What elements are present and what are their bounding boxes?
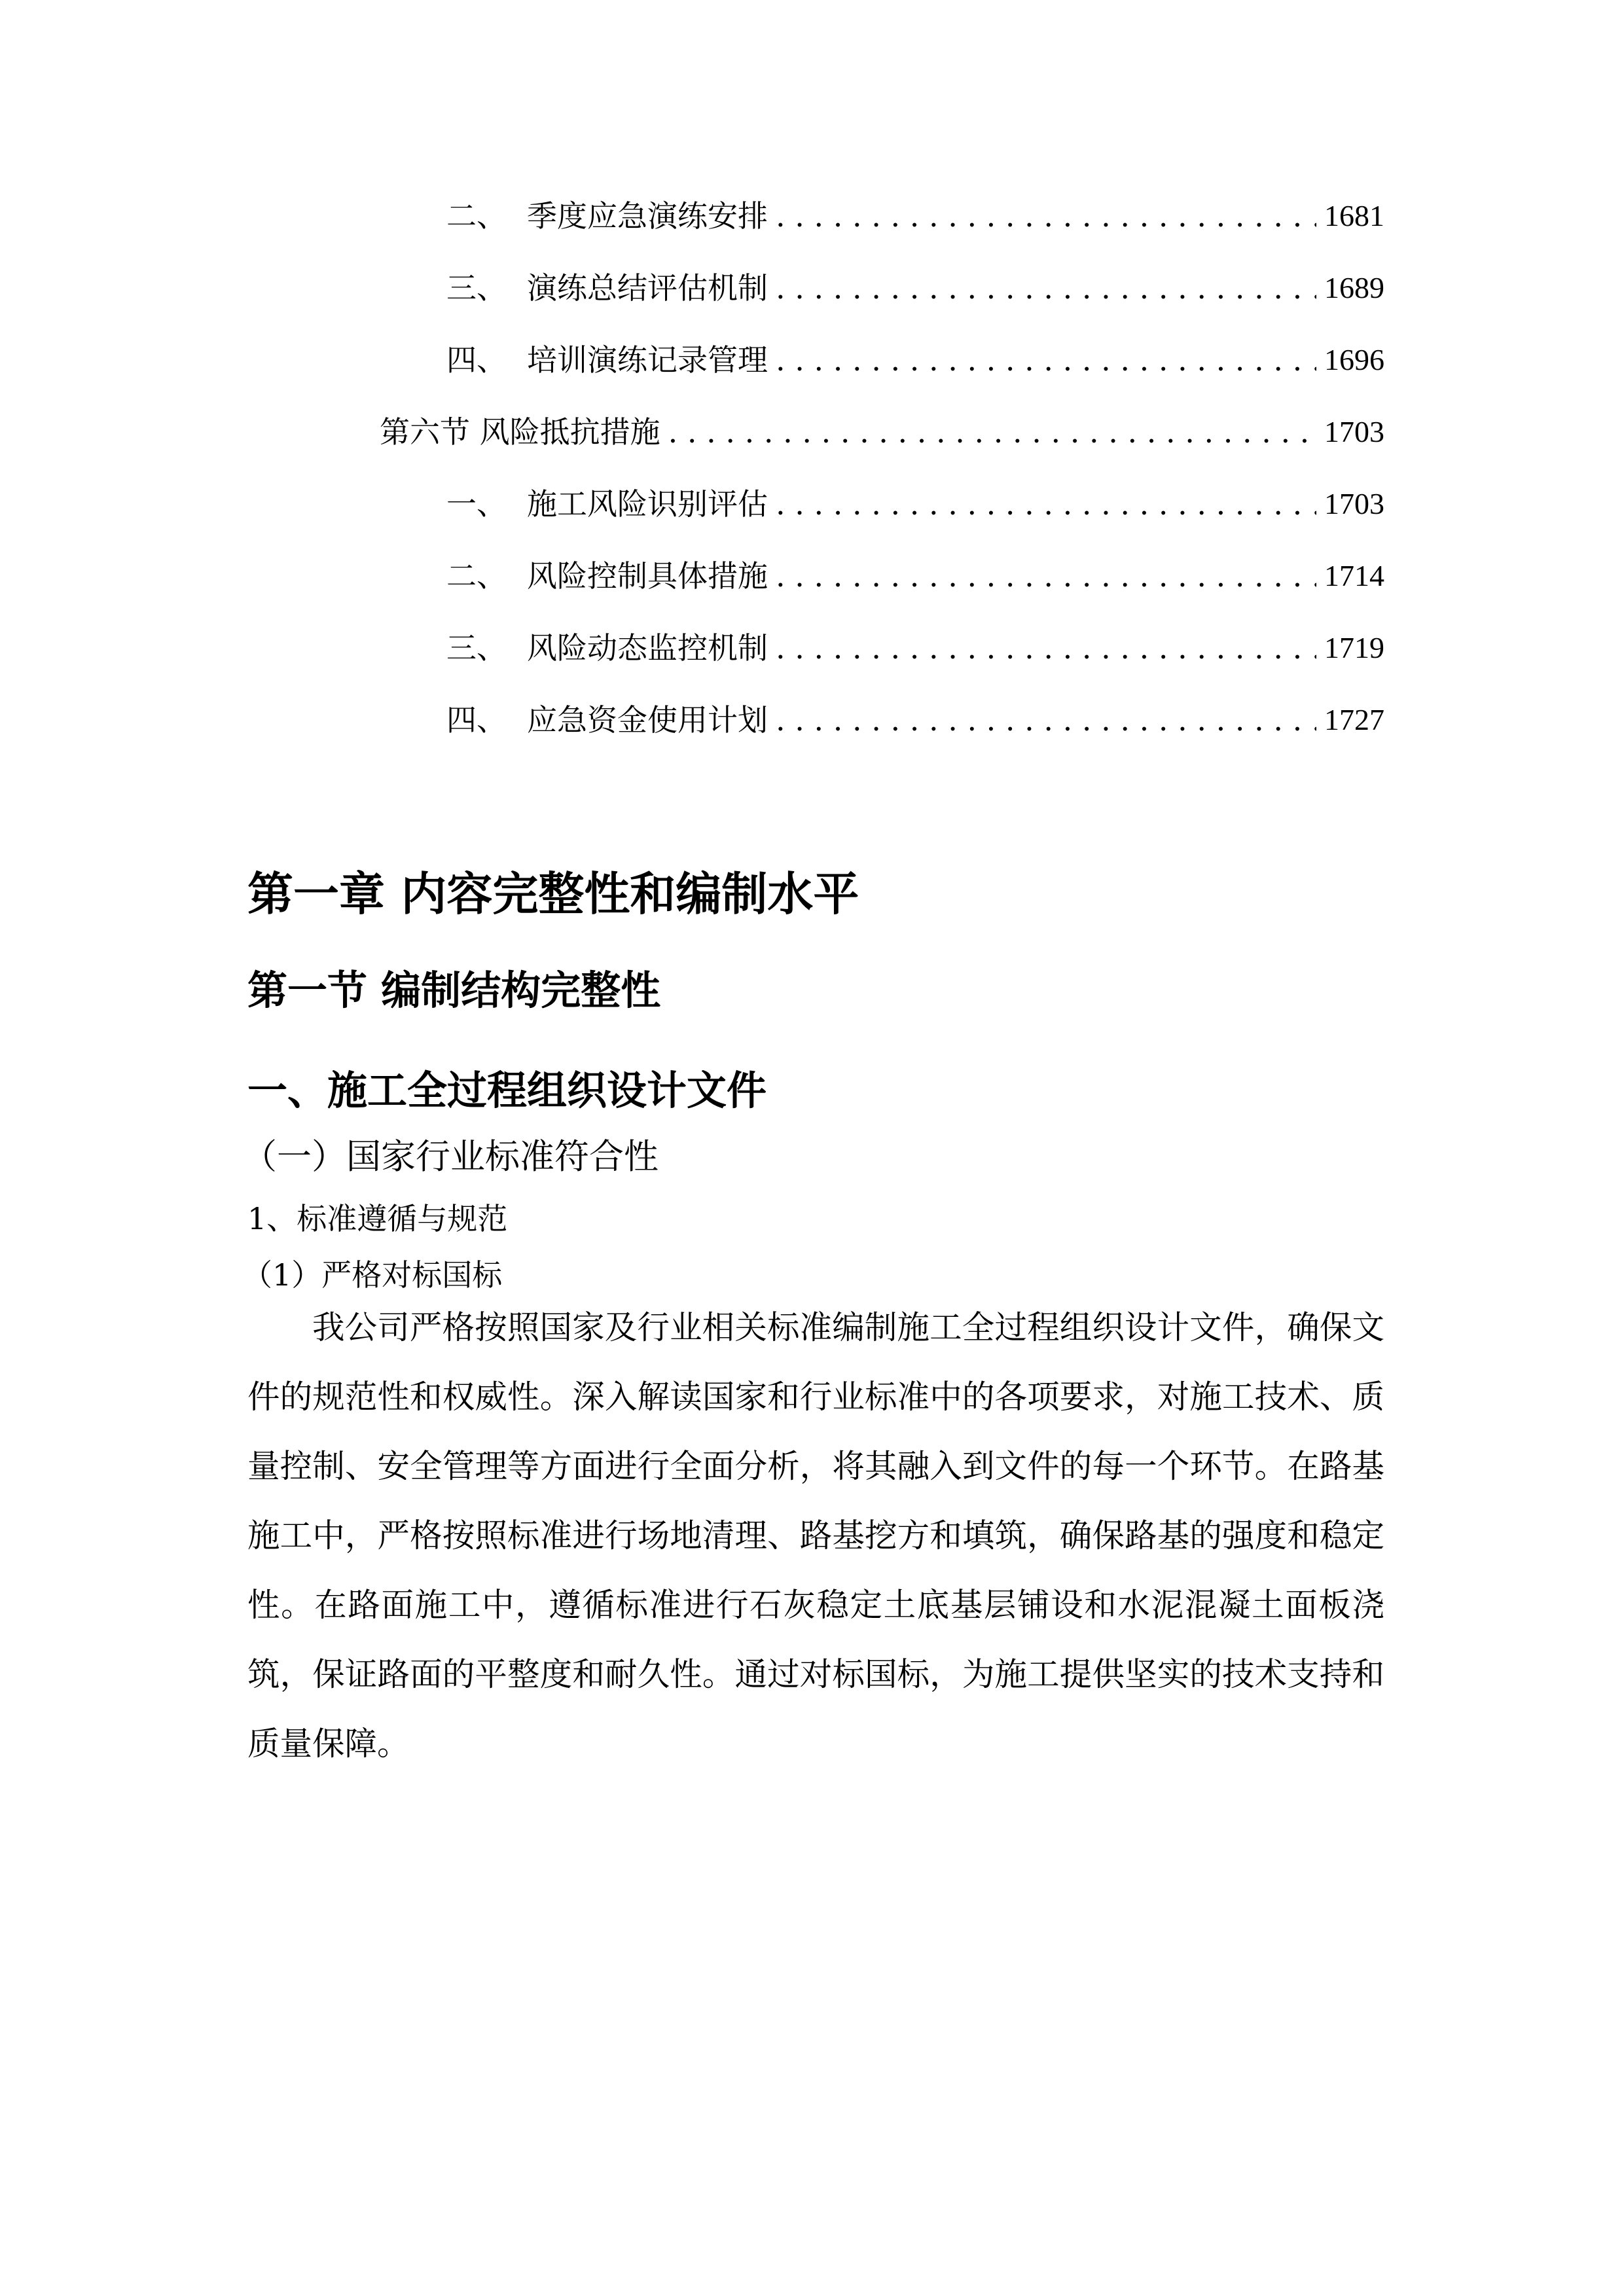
toc-entry-page: 1689 (1324, 271, 1384, 304)
toc-entry[interactable] (446, 484, 1384, 524)
toc-entry-title: 风险动态监控机制 (527, 630, 768, 666)
dot-leader (776, 556, 1316, 596)
toc-entry[interactable] (380, 412, 1384, 452)
toc-entry-page: 1703 (1324, 487, 1384, 520)
dot-leader (776, 700, 1316, 740)
toc-entry[interactable] (446, 340, 1384, 380)
toc-entry[interactable] (446, 556, 1384, 596)
body-paragraph: 我公司严格按照国家及行业相关标准编制施工全过程组织设计文件，确保文件的规范性和权威性。深入解读国家和行业标准中的各项要求，对施工技术、质量控制、安全管理等方面进行全面分析，将其融入到文件的每一个环节。在路基施工中，严格按照标准进行场地清理、路基挖方和填筑，确保路基的强度和稳定性。在路面施工中，遵循标准进行石灰稳定土底基层铺设和水泥混凝土面板浇筑，保证路面的平整度和耐久性。通过对标国标，为施工提供坚实的技术支持和质量保障。 (247, 1308, 1384, 1763)
toc-entry-number: 三、 (446, 630, 507, 666)
toc-entry-title: 演练总结评估机制 (527, 270, 768, 306)
toc-entry-page: 1703 (1324, 415, 1384, 448)
section-heading: 第一节 编制结构完整性 (247, 967, 661, 1014)
subitem-heading: 1、标准遵循与规范 (247, 1201, 508, 1236)
dot-leader (776, 340, 1316, 380)
toc-entry-page: 1719 (1324, 631, 1384, 664)
toc-entry-page: 1681 (1324, 199, 1384, 232)
toc-entry-page: 1696 (1324, 343, 1384, 376)
toc-entry-number: 一、 (446, 486, 507, 522)
item-heading: （一）国家行业标准符合性 (242, 1137, 659, 1177)
toc-entry-number: 三、 (446, 270, 507, 306)
toc-entry-title: 风险控制具体措施 (527, 558, 768, 594)
toc-entry-number: 二、 (446, 558, 507, 594)
toc-entry-title: 应急资金使用计划 (527, 702, 768, 738)
dot-leader (776, 628, 1316, 668)
toc-entry-title: 季度应急演练安排 (527, 198, 768, 234)
subsection-heading: 一、施工全过程组织设计文件 (247, 1067, 767, 1114)
dot-leader (776, 484, 1316, 524)
toc-entry-number: 二、 (446, 198, 507, 234)
toc-entry-number: 四、 (446, 702, 507, 738)
toc-entry-page: 1727 (1324, 703, 1384, 736)
toc-entry-number: 四、 (446, 342, 507, 378)
toc-entry-title: 培训演练记录管理 (527, 342, 768, 378)
dot-leader (668, 412, 1316, 452)
toc-entry[interactable] (446, 628, 1384, 668)
chapter-heading: 第一章 内容完整性和编制水平 (247, 867, 859, 921)
toc-entry[interactable] (446, 268, 1384, 308)
toc-entry[interactable] (446, 700, 1384, 740)
toc-entry-title: 施工风险识别评估 (527, 486, 768, 522)
toc-entry-title: 第六节 风险抵抗措施 (380, 414, 660, 450)
toc-entry[interactable] (446, 196, 1384, 236)
point-heading: （1）严格对标国标 (242, 1257, 503, 1293)
toc-entry-page: 1714 (1324, 559, 1384, 592)
dot-leader (776, 268, 1316, 308)
dot-leader (776, 196, 1316, 236)
